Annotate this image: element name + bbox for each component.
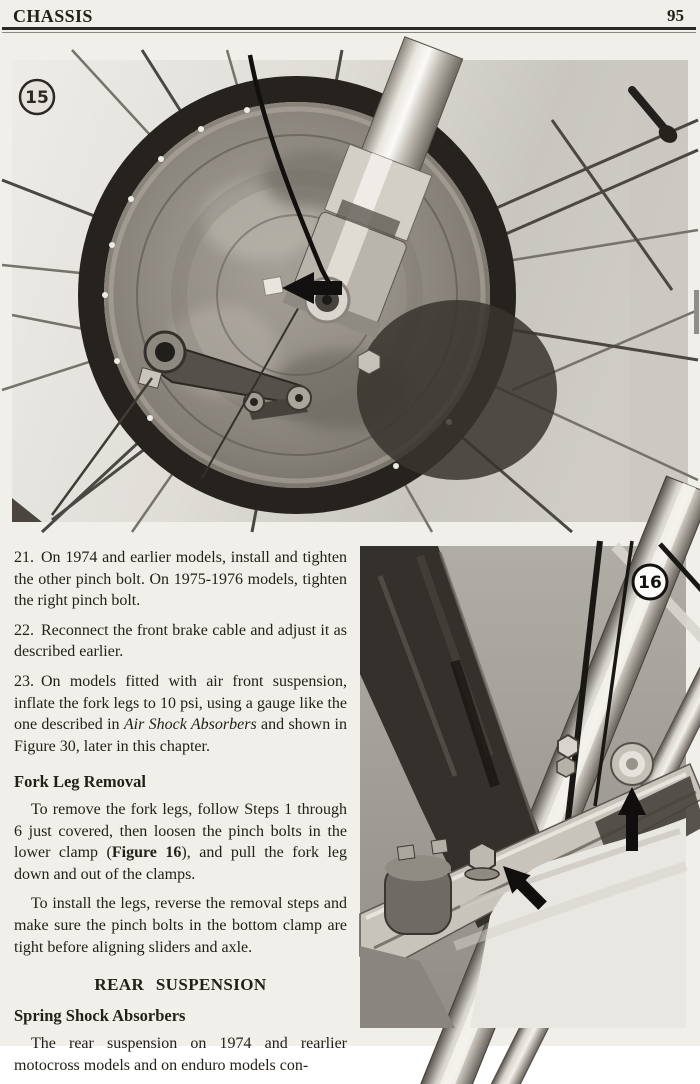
step-21-paragraph: [14, 547, 347, 612]
fork-install-paragraph: To install the legs, reverse the removal steps and make sure the pinch bolts in the bottom clamp are tight before aligning sliders and axle.: [14, 895, 347, 956]
figure-15-number: 15: [25, 88, 49, 108]
fork-leg-removal-heading: Fork Leg Removal: [14, 772, 146, 792]
paragraph-text: To remove the fork legs, follow Steps 1 through 6 just covered, then loosen the pinch bolts in the lower clamp (: [14, 800, 347, 862]
figure-15-illustration: [12, 60, 688, 522]
figure-16-number: 16: [638, 573, 662, 593]
fork-boot: [385, 855, 451, 934]
fork-removal-paragraph: [14, 799, 347, 885]
text-column: [14, 547, 347, 1084]
pinch-bolt: [263, 277, 284, 296]
step-text: On 1974 and earlier models, install and tighten the other pinch bolt. On 1975-1976 models, tighten the right pinch bolt.: [14, 549, 347, 610]
italic-reference: Air Shock Absorbers: [123, 716, 257, 734]
figure-15-badge: [20, 80, 54, 114]
step-text: On models fitted with air front suspension, inflate the fork legs to 10 psi, using a gauge like the one described in: [14, 672, 347, 734]
step-22-paragraph: [14, 620, 347, 663]
figure-reference: Figure 16: [111, 844, 182, 862]
paragraph-text: ), and pull the fork leg down and out of the clamps.: [14, 844, 347, 883]
spring-shock-paragraph: The rear suspension on 1974 and rearlier motocross models and on enduro models con-: [14, 1035, 347, 1074]
figure-16-badge: [633, 565, 667, 599]
header-rule: [2, 27, 696, 33]
figure-15-photo: [12, 60, 688, 522]
step-number: 23.: [14, 672, 34, 690]
spring-shock-heading: Spring Shock Absorbers: [14, 1005, 186, 1025]
rear-suspension-heading: REAR SUSPENSION: [94, 975, 267, 995]
page-number: 95: [667, 6, 684, 25]
step-text: Reconnect the front brake cable and adjust it as described earlier.: [14, 621, 347, 661]
step-text: and shown in Figure 30, later in this chapter.: [14, 716, 348, 755]
step-number: 22.: [14, 621, 34, 639]
figure-16-illustration: [360, 546, 686, 1028]
page-title: CHASSIS: [13, 6, 93, 26]
figure-16-photo: [360, 546, 686, 1028]
step-number: 21.: [14, 549, 34, 566]
scan-artifact-bar: [694, 290, 699, 334]
step-23-paragraph: [14, 671, 347, 757]
